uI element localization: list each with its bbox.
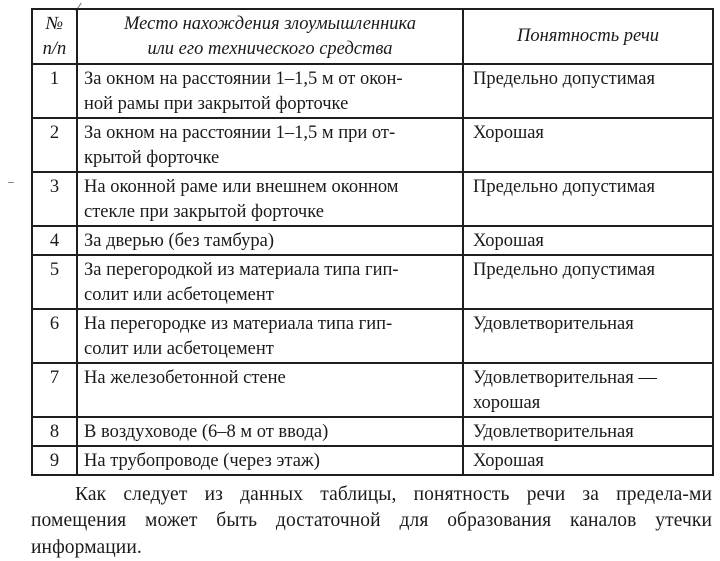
table-row — [32, 118, 713, 172]
table-row — [32, 417, 713, 446]
row-intelligibility: Удовлетворительная — [463, 309, 713, 363]
row-location — [77, 309, 463, 363]
row-location-line1: За окном на расстоянии 1–1,5 м от окон- — [84, 69, 403, 89]
row-intelligibility: Предельно допустимая — [463, 172, 713, 226]
table-row — [32, 363, 713, 417]
table-row — [32, 226, 713, 255]
row-intelligibility: Предельно допустимая — [463, 255, 713, 309]
row-location — [77, 417, 463, 446]
row-location-line1: На перегородке из материала типа гип- — [84, 314, 392, 334]
table-row — [32, 64, 713, 118]
row-intelligibility: Удовлетворительная — [463, 417, 713, 446]
row-number: 1 — [32, 64, 77, 118]
body-paragraph: Как следует из данных таблицы, понятность речи за предела-ми помещения может быть достаточной для образования каналов утечки информации. — [31, 482, 712, 561]
row-location-line1: На оконной раме или внешнем оконном — [84, 177, 398, 197]
row-location — [77, 118, 463, 172]
row-location — [77, 255, 463, 309]
header-number-line1: № — [46, 14, 63, 34]
row-location-line1: На трубопроводе (через этаж) — [84, 451, 320, 471]
header-location-line1: Место нахождения злоумышленника — [124, 14, 416, 34]
header-number-line2: п/п — [43, 39, 67, 59]
row-location — [77, 363, 463, 417]
row-number: 4 — [32, 226, 77, 255]
row-intelligibility — [463, 363, 713, 417]
row-intelligibility-line1: Удовлетворительная — — [473, 368, 657, 388]
row-location — [77, 64, 463, 118]
row-location — [77, 446, 463, 475]
row-location-line1: В воздуховоде (6–8 м от ввода) — [84, 422, 328, 442]
table-header-row — [32, 9, 713, 64]
row-location-line2: ной рамы при закрытой форточке — [84, 94, 348, 114]
row-intelligibility: Хорошая — [463, 118, 713, 172]
table-row — [32, 255, 713, 309]
margin-dash-mark — [8, 182, 14, 183]
row-number: 2 — [32, 118, 77, 172]
header-intelligibility: Понятность речи — [463, 9, 713, 64]
header-location — [77, 9, 463, 64]
row-number: 7 — [32, 363, 77, 417]
row-location-line2: солит или асбетоцемент — [84, 339, 274, 359]
row-number: 9 — [32, 446, 77, 475]
intelligibility-table — [31, 8, 714, 476]
row-location-line2: крытой форточке — [84, 148, 219, 168]
row-number: 8 — [32, 417, 77, 446]
row-location — [77, 226, 463, 255]
table-row — [32, 446, 713, 475]
row-intelligibility: Предельно допустимая — [463, 64, 713, 118]
row-intelligibility-line2: хорошая — [473, 393, 540, 413]
row-location-line1: За дверью (без тамбура) — [84, 231, 274, 251]
row-location-line1: За перегородкой из материала типа гип- — [84, 260, 399, 280]
row-location-line2: солит или асбетоцемент — [84, 285, 274, 305]
header-number — [32, 9, 77, 64]
header-location-line2: или его технического средства — [147, 39, 392, 59]
row-intelligibility: Хорошая — [463, 226, 713, 255]
row-location-line2: стекле при закрытой форточке — [84, 202, 324, 222]
row-number: 5 — [32, 255, 77, 309]
row-location-line1: На железобетонной стене — [84, 368, 286, 388]
table-row — [32, 309, 713, 363]
row-location-line1: За окном на расстоянии 1–1,5 м при от- — [84, 123, 395, 143]
row-number: 3 — [32, 172, 77, 226]
row-location — [77, 172, 463, 226]
row-intelligibility: Хорошая — [463, 446, 713, 475]
table-row — [32, 172, 713, 226]
row-number: 6 — [32, 309, 77, 363]
